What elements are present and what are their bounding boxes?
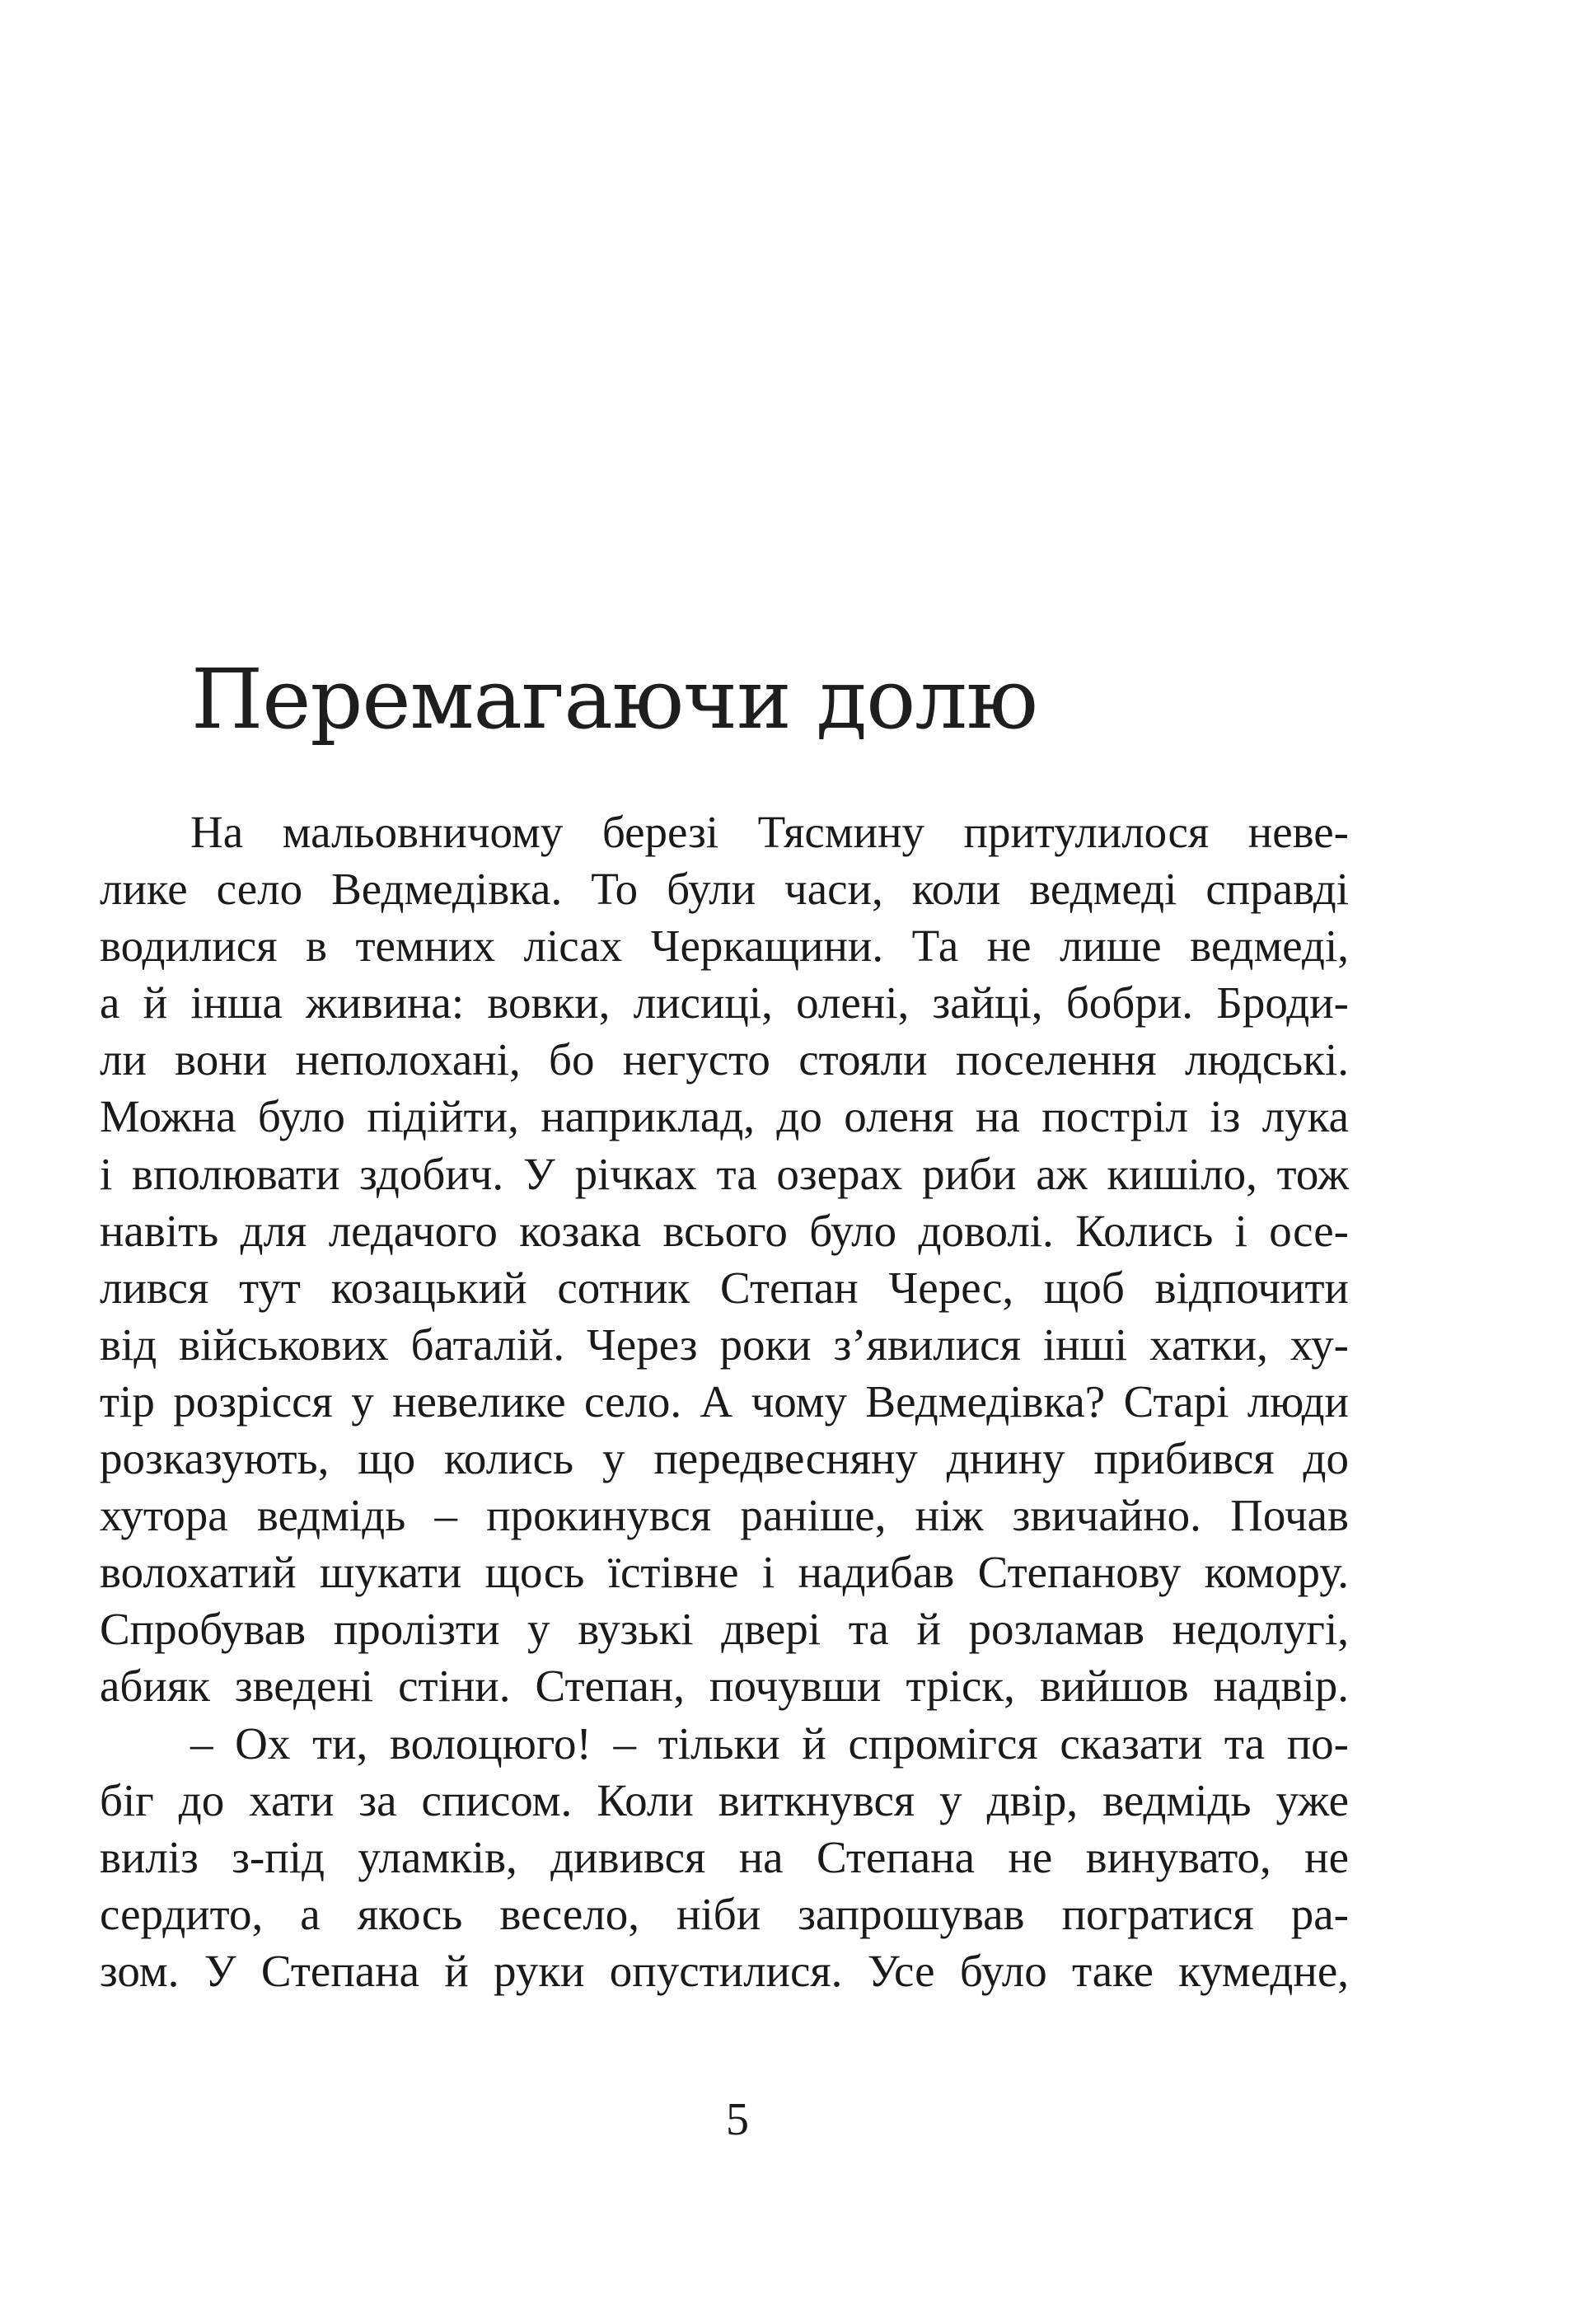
text-line: Можна було підійти, наприклад, до оленя на постріл із лука bbox=[100, 1091, 1349, 1142]
text-line: розказують, що колись у передвесняну днину прибився до bbox=[100, 1433, 1349, 1484]
text-line: виліз з-під уламків, дивився на Степана не винувато, не bbox=[100, 1831, 1349, 1882]
text-line: тір розрісся у невелике село. А чому Ведмедівка? Старі люди bbox=[100, 1375, 1349, 1427]
text-line: і вполювати здобич. У річках та озерах риби аж кишіло, тож bbox=[100, 1148, 1349, 1199]
text-line: водилися в темних лісах Черкащини. Та не лише ведмеді, bbox=[100, 921, 1349, 972]
text-line: біг до хати за списом. Коли виткнувся у двір, ведмідь уже bbox=[100, 1774, 1349, 1825]
text-line: ли вони неполохані, бо негусто стояли поселення людські. bbox=[100, 1034, 1349, 1085]
text-line: сердито, а якось весело, ніби запрошував погратися ра- bbox=[100, 1888, 1349, 1939]
text-line: лике село Ведмедівка. То були часи, коли ведмеді справді bbox=[100, 864, 1349, 915]
page-number: 5 bbox=[726, 2094, 749, 2145]
paragraph bbox=[100, 1715, 1349, 1999]
text-line: а й інша живина: вовки, лисиці, олені, зайці, бобри. Броди- bbox=[100, 977, 1349, 1028]
text-line: від військових баталій. Через роки з’явилися інші хатки, ху- bbox=[100, 1319, 1349, 1370]
text-line: волохатий шукати щось їстівне і надибав Степанову комору. bbox=[100, 1547, 1349, 1598]
text-line: навіть для ледачого козака всього було доволі. Колись і осе- bbox=[100, 1205, 1349, 1256]
text-line: хутора ведмідь – прокинувся раніше, ніж звичайно. Почав bbox=[100, 1490, 1349, 1541]
text-line: абияк зведені стіни. Степан, почувши тріск, вийшов надвір. bbox=[100, 1661, 1349, 1712]
text-line: Спробував пролізти у вузькі двері та й розламав недолугі, bbox=[100, 1604, 1349, 1655]
body-text bbox=[100, 804, 1349, 1999]
paragraph bbox=[100, 804, 1349, 1715]
text-line: – Ох ти, волоцюго! – тільки й спромігся сказати та по- bbox=[190, 1717, 1349, 1769]
chapter-title: Перемагаючи долю bbox=[191, 651, 1037, 747]
text-line: лився тут козацький сотник Степан Черес, щоб відпочити bbox=[100, 1262, 1349, 1313]
text-line: зом. У Степана й руки опустилися. Усе було таке кумедне, bbox=[100, 1945, 1349, 1996]
text-line: На мальовничому березі Тясмину притулилося неве- bbox=[190, 807, 1349, 857]
